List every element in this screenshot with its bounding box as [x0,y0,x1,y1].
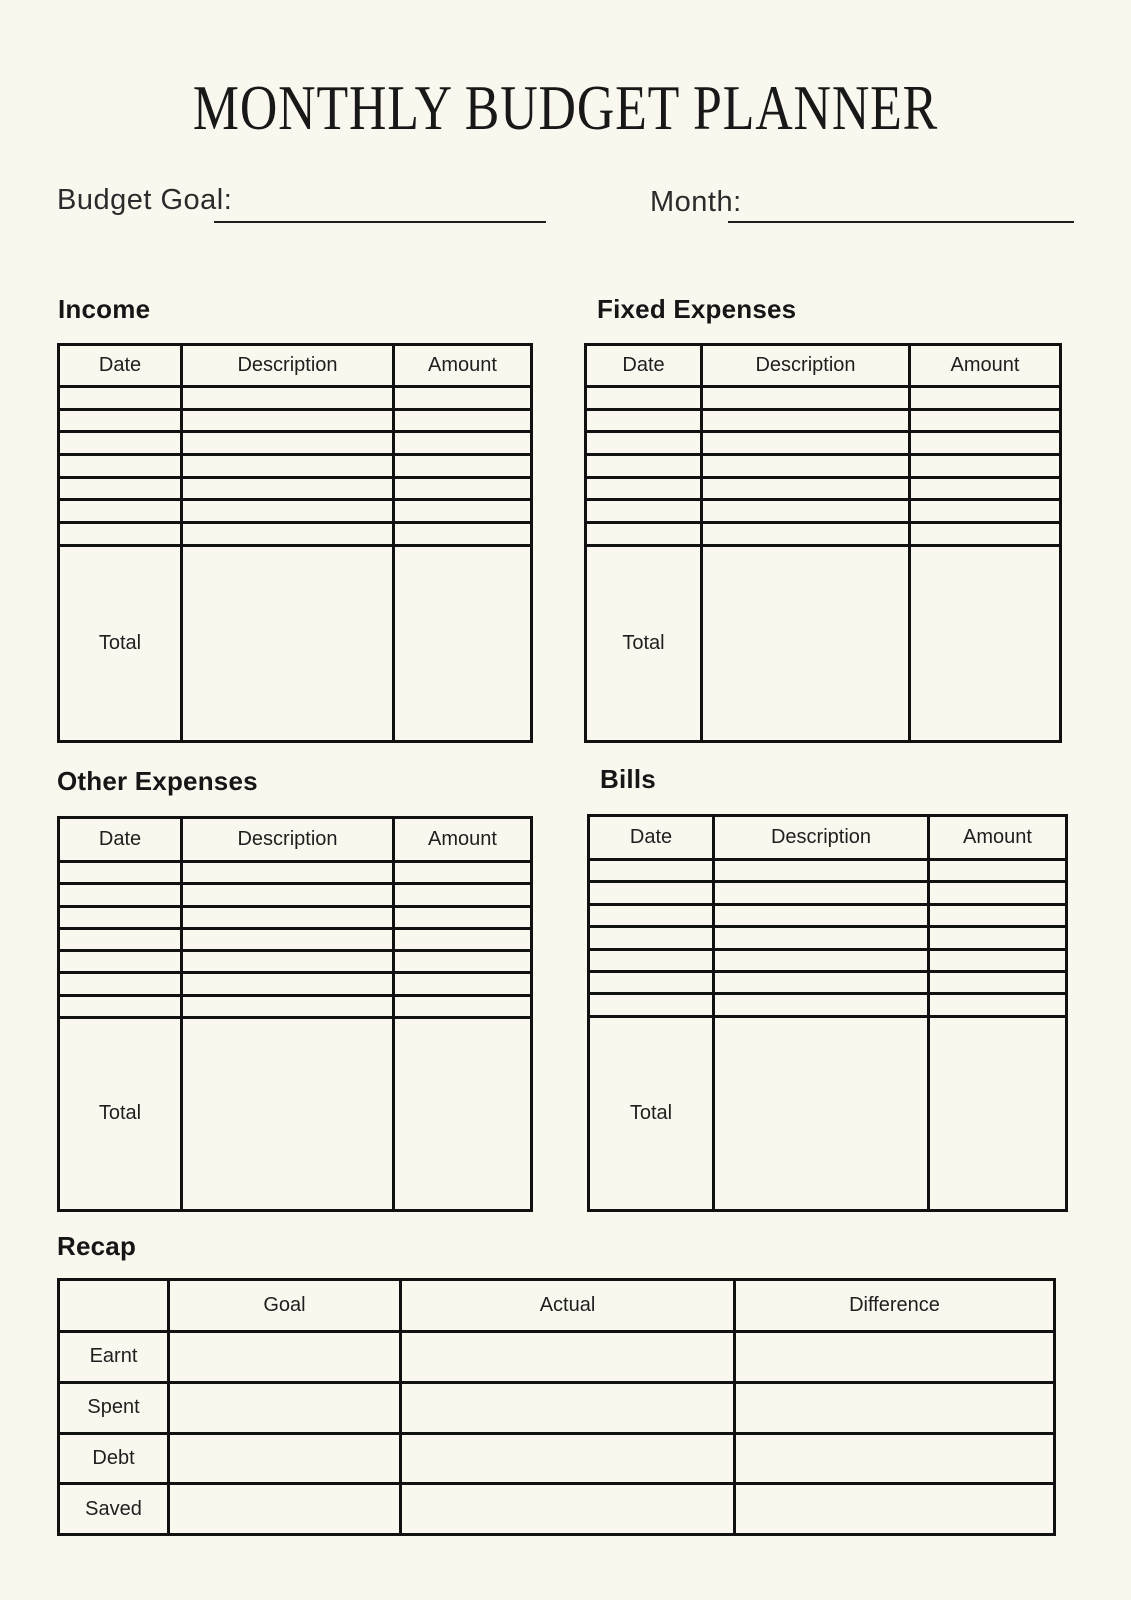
blank-cell [586,409,702,432]
ledger-header-row [586,345,1061,387]
column-header: Description [714,816,929,860]
budget-goal-blank-line [214,221,546,223]
blank-cell [929,994,1067,1016]
blank-cell [394,973,532,995]
actual-cell [401,1433,735,1484]
column-header: Amount [394,345,532,387]
difference-cell [735,1382,1055,1433]
blank-cell [702,522,910,545]
blank-cell [910,454,1061,477]
ledger-blank-row [586,454,1061,477]
blank-cell [929,971,1067,993]
recap-row [59,1382,1055,1433]
ledger-blank-row [586,522,1061,545]
ledger-blank-row [59,884,532,906]
column-header: Date [586,345,702,387]
column-header: Amount [929,816,1067,860]
total-amount-cell [394,1017,532,1210]
blank-cell [589,994,714,1016]
total-label: Total [586,545,702,741]
ledger-blank-row [589,904,1067,926]
blank-cell [182,454,394,477]
ledger-blank-row [59,477,532,500]
ledger-blank-row [59,928,532,950]
blank-cell [702,387,910,410]
total-amount-cell [394,545,532,741]
ledger-total-row [586,545,1061,741]
blank-cell [59,862,182,884]
total-label: Total [59,1017,182,1210]
blank-cell [910,409,1061,432]
recap-row-label: Debt [59,1433,169,1484]
blank-cell [59,973,182,995]
blank-cell [714,904,929,926]
total-label: Total [59,545,182,741]
recap-row [59,1332,1055,1383]
blank-cell [910,387,1061,410]
blank-cell [394,884,532,906]
blank-cell [394,387,532,410]
column-header: Amount [910,345,1061,387]
ledger-blank-row [589,971,1067,993]
recap-row [59,1484,1055,1535]
blank-cell [929,904,1067,926]
blank-cell [929,949,1067,971]
recap-header-row [59,1280,1055,1332]
goal-cell [169,1433,401,1484]
blank-cell [182,973,394,995]
ledger-blank-row [589,949,1067,971]
ledger-blank-row [59,951,532,973]
total-description-cell [182,1017,394,1210]
ledger-blank-row [59,432,532,455]
page-title: MONTHLY BUDGET PLANNER [192,73,939,144]
ledger-blank-row [589,994,1067,1016]
column-header: Actual [401,1280,735,1332]
blank-cell [182,500,394,523]
ledger-total-row [589,1016,1067,1210]
blank-cell [182,477,394,500]
blank-cell [59,906,182,928]
month-label: Month: [650,186,742,218]
ledger-blank-row [589,860,1067,882]
ledger-blank-row [586,387,1061,410]
blank-cell [182,928,394,950]
column-header: Description [702,345,910,387]
ledger-blank-row [59,387,532,410]
blank-cell [182,995,394,1017]
blank-cell [910,432,1061,455]
blank-cell [714,949,929,971]
difference-cell [735,1484,1055,1535]
blank-cell [910,500,1061,523]
ledger-total-row [59,545,532,741]
blank-cell [586,432,702,455]
section-heading-other-expenses: Other Expenses [57,766,258,796]
actual-cell [401,1484,735,1535]
blank-cell [589,927,714,949]
section-heading-income: Income [58,294,151,324]
section-heading-bills: Bills [600,764,656,794]
blank-cell [394,454,532,477]
blank-cell [182,884,394,906]
blank-cell [929,927,1067,949]
blank-cell [394,951,532,973]
blank-cell [59,951,182,973]
section-heading-fixed-expenses: Fixed Expenses [597,294,797,324]
blank-cell [714,994,929,1016]
blank-cell [702,454,910,477]
blank-cell [394,928,532,950]
column-header: Amount [394,818,532,862]
blank-cell [59,884,182,906]
blank-cell [910,522,1061,545]
actual-cell [401,1332,735,1383]
column-header: Date [59,345,182,387]
total-amount-cell [929,1016,1067,1210]
ledger-total-row [59,1017,532,1210]
total-amount-cell [910,545,1061,741]
goal-cell [169,1484,401,1535]
difference-cell [735,1433,1055,1484]
income-table [57,343,533,743]
blank-cell [589,860,714,882]
month-blank-line [728,221,1074,223]
blank-cell [59,522,182,545]
recap-table [57,1278,1056,1536]
blank-cell [59,432,182,455]
blank-cell [59,995,182,1017]
actual-cell [401,1382,735,1433]
column-header: Goal [169,1280,401,1332]
total-label: Total [589,1016,714,1210]
blank-cell [59,454,182,477]
blank-cell [702,477,910,500]
ledger-header-row [59,345,532,387]
recap-row [59,1433,1055,1484]
blank-cell [182,522,394,545]
blank-cell [182,906,394,928]
goal-cell [169,1332,401,1383]
recap-row-label: Saved [59,1484,169,1535]
ledger-header-row [59,818,532,862]
recap-row-label: Spent [59,1382,169,1433]
ledger-blank-row [59,973,532,995]
blank-cell [394,906,532,928]
blank-cell [714,860,929,882]
blank-cell [394,862,532,884]
ledger-blank-row [59,454,532,477]
blank-cell [182,409,394,432]
other-expenses-table [57,816,533,1212]
ledger-blank-row [586,409,1061,432]
total-description-cell [714,1016,929,1210]
budget-goal-label: Budget Goal: [57,184,233,216]
total-description-cell [702,545,910,741]
blank-cell [59,409,182,432]
blank-cell [394,500,532,523]
blank-cell [586,454,702,477]
ledger-header-row [589,816,1067,860]
blank-cell [589,949,714,971]
ledger-blank-row [59,995,532,1017]
column-header: Description [182,345,394,387]
fixed-expenses-table [584,343,1062,743]
column-header: Difference [735,1280,1055,1332]
blank-cell [714,882,929,904]
difference-cell [735,1332,1055,1383]
blank-cell [394,477,532,500]
blank-cell [59,477,182,500]
ledger-blank-row [59,906,532,928]
blank-cell [702,432,910,455]
blank-cell [589,971,714,993]
ledger-blank-row [59,862,532,884]
blank-cell [586,522,702,545]
blank-cell [589,882,714,904]
blank-cell [714,927,929,949]
total-description-cell [182,545,394,741]
blank-cell [929,882,1067,904]
goal-cell [169,1382,401,1433]
column-header: Date [589,816,714,860]
ledger-blank-row [59,500,532,523]
blank-cell [182,951,394,973]
blank-cell [910,477,1061,500]
ledger-blank-row [586,500,1061,523]
blank-cell [59,500,182,523]
blank-cell [586,477,702,500]
column-header: Description [182,818,394,862]
ledger-blank-row [59,522,532,545]
blank-cell [394,995,532,1017]
blank-cell [586,387,702,410]
recap-row-label: Earnt [59,1332,169,1383]
blank-cell [702,409,910,432]
blank-cell [702,500,910,523]
section-heading-recap: Recap [57,1231,137,1261]
blank-cell [182,862,394,884]
blank-cell [59,387,182,410]
corner-cell [59,1280,169,1332]
ledger-blank-row [589,882,1067,904]
blank-cell [589,904,714,926]
blank-cell [182,387,394,410]
blank-cell [394,409,532,432]
bills-table [587,814,1068,1212]
blank-cell [394,432,532,455]
blank-cell [586,500,702,523]
ledger-blank-row [59,409,532,432]
ledger-blank-row [586,432,1061,455]
ledger-blank-row [589,927,1067,949]
blank-cell [929,860,1067,882]
blank-cell [394,522,532,545]
column-header: Date [59,818,182,862]
blank-cell [59,928,182,950]
ledger-blank-row [586,477,1061,500]
blank-cell [714,971,929,993]
blank-cell [182,432,394,455]
